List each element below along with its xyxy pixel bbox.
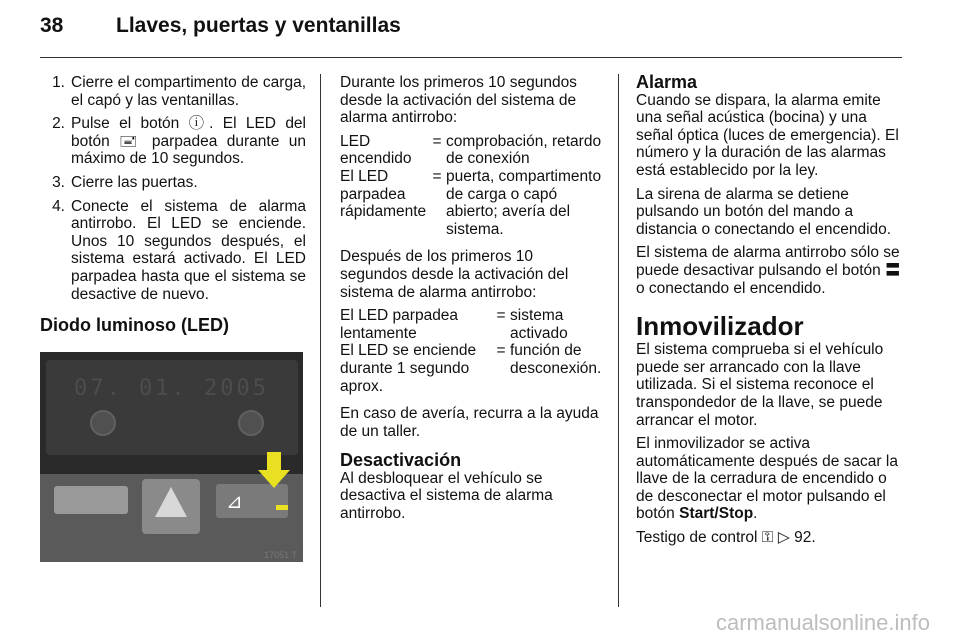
fault-text: En caso de avería, recurra a la ayuda de un taller. (340, 405, 599, 440)
lock-button (216, 484, 288, 518)
header-rule (40, 57, 902, 58)
deactivation-text: Al desbloquear el vehículo se desactiva el sistema de alarma antirrobo. (340, 469, 553, 523)
watermark: carmanualsonline.info (715, 610, 930, 635)
list-item: 4. Conecte el sistema de alarma antirrobo. El LED se enciende. Unos 10 segundos después, el sistema estará activado. El LED parpadea hasta que el sistema se desactive de nuevo. (52, 197, 306, 303)
lock-icon: ⊿ (226, 491, 243, 513)
dashboard-photo (40, 352, 303, 562)
hazard-button (142, 479, 200, 534)
table-row: LED encendido = comprobación, retardo de conexión (340, 132, 602, 168)
list-item: 1. Cierre el compartimento de carga, el capó y las ventanillas. (52, 74, 306, 109)
column-2 (340, 74, 602, 529)
page-header (40, 14, 401, 38)
after-text: Después de los primeros 10 segundos desde la activación del sistema de alarma antirrobo: (340, 248, 569, 301)
alarm-paragraph: Cuando se dispara, la alarma emite una señal acústica (bocina) y una señal óptica (luces de emergencia). El número y la duración de las alarmas está establecido por la ley. (636, 91, 899, 179)
lcd-display: 07. 01. 2005 (74, 376, 269, 401)
list-item: 2. Pulse el botón ⓘ. El LED del botón 🖃 parpadea durante un máximo de 10 segundos. (52, 115, 306, 168)
table-row: El LED parpadea lentamente = sistema activado (340, 307, 568, 342)
column-divider (320, 74, 321, 607)
start-stop-label: Start/Stop (679, 505, 754, 523)
switch-button (54, 486, 128, 514)
column-3 (636, 74, 902, 553)
alarm-paragraph: El sistema de alarma antirrobo sólo se puede desactivar pulsando el botón 〓 o conectando el encendido. (636, 244, 901, 297)
steps-list (40, 74, 306, 303)
deactivation-heading: Desactivación (340, 450, 462, 471)
knob-icon (238, 410, 264, 436)
table-row: El LED parpadea rápidamente = puerta, compartimento de carga o capó abierto; avería del sistema. (340, 167, 602, 238)
radio-panel (46, 360, 298, 455)
led-indicator (276, 505, 288, 510)
list-item: 3. Cierre las puertas. (52, 173, 198, 191)
immobilizer-heading: Inmovilizador (636, 311, 804, 342)
table-row: El LED se enciende durante 1 segundo aprox. = función de desconexión. (340, 342, 602, 395)
knob-icon (90, 410, 116, 436)
image-code: 17051 T (264, 550, 297, 560)
led-heading: Diodo luminoso (LED) (40, 315, 229, 336)
led-table-2 (340, 307, 602, 395)
page-title: Llaves, puertas y ventanillas (116, 14, 401, 37)
immobilizer-paragraph: El inmovilizador se activa automáticamente después de sacar la llave de la cerradura de encendido o de desconectar el motor pulsando el botón Start/Stop. (636, 435, 898, 523)
column-divider (618, 74, 619, 607)
column-1 (40, 74, 306, 335)
alarm-heading: Alarma (636, 72, 698, 92)
immobilizer-paragraph: El sistema comprueba si el vehículo puede ser arrancado con la llave utilizada. Si el sistema reconoce el transpondedor de la llave, se puede arrancar el motor. (636, 341, 884, 429)
warning-light-reference: Testigo de control ⚿ ▷ 92. (636, 529, 816, 547)
alarm-paragraph: La sirena de alarma se detiene pulsando un botón del mando a distancia o conectando el encendido. (636, 185, 892, 238)
led-table-1 (340, 133, 602, 239)
page-number: 38 (40, 14, 64, 37)
intro-text: Durante los primeros 10 segundos desde la activación del sistema de alarma antirrobo: (340, 74, 577, 127)
hazard-triangle-icon (155, 487, 187, 517)
